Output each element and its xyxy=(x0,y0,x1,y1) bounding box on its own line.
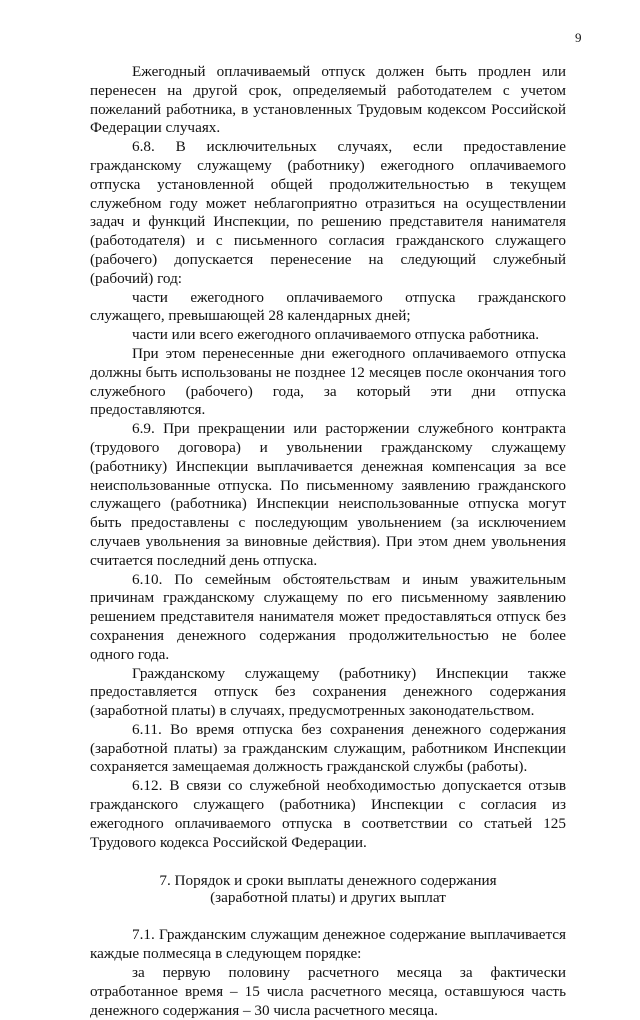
section-heading-line-2: (заработной платы) и других выплат xyxy=(210,889,446,907)
paragraph-payment-schedule: за первую половину расчетного месяца за фактически отработанное время – 15 числа расчетного месяца, оставшуюся часть денежного содержания – 30 числа расчетного месяца. xyxy=(90,964,566,1019)
section-heading-7 xyxy=(90,872,566,906)
paragraph-transferred-days: При этом перенесенные дни ежегодного оплачиваемого отпуска должны быть использованы не позднее 12 месяцев после окончания того служебного (рабочего) года, за который эти дни отпуска предоставляются. xyxy=(90,344,566,419)
paragraph-6-10: 6.10. По семейным обстоятельствам и иным уважительным причинам гражданскому служащему по его письменному заявлению решением представителя нанимателя может предоставляться отпуск без сохранения денежного содержания продолжительностью не более одного года. xyxy=(90,570,566,663)
paragraph-unpaid-leave: Гражданскому служащему (работнику) Инспекции также предоставляется отпуск без сохранения денежного содержания (заработной платы) в случаях, предусмотренных законодательством. xyxy=(90,664,566,720)
paragraph-6-12: 6.12. В связи со служебной необходимостью допускается отзыв гражданского служащего (работника) Инспекции с согласия из ежегодного оплачиваемого отпуска в соответствии со статьей 125 Трудового кодекса Российской Федерации. xyxy=(90,777,566,851)
paragraph-part-leave-worker: части или всего ежегодного оплачиваемого отпуска работника. xyxy=(132,326,540,344)
paragraph-part-leave-civil-servant: части ежегодного оплачиваемого отпуска гражданского служащего, превышающей 28 календарных дней; xyxy=(90,288,566,325)
page-number: 9 xyxy=(575,30,582,45)
paragraph-6-8: 6.8. В исключительных случаях, если предоставление гражданскому служащему (работнику) ежегодного оплачиваемого отпуска установленной общей продолжительностью в текущем служебном году может неблагоприятно отразиться на осуществлении задач и функций Инспекции, по решению представителя нанимателя (работодателя) и с письменного согласия гражданского служащего (рабочего) допускается перенесение на следующий служебный (рабочий) год: xyxy=(90,138,566,287)
document-body xyxy=(90,63,566,1020)
paragraph-annual-leave-extension: Ежегодный оплачиваемый отпуск должен быть продлен или перенесен на другой срок, определяемый работодателем с учетом пожеланий работника, в установленных Трудовым кодексом Российской Федерации случаях. xyxy=(90,63,566,137)
section-heading-line-1: 7. Порядок и сроки выплаты денежного содержания xyxy=(159,872,497,890)
paragraph-7-1: 7.1. Гражданским служащим денежное содержание выплачивается каждые полмесяца в следующем порядке: xyxy=(90,926,566,963)
paragraph-6-11: 6.11. Во время отпуска без сохранения денежного содержания (заработной платы) за гражданским служащим, работником Инспекции сохраняется замещаемая должность гражданской службы (работы). xyxy=(90,720,566,776)
paragraph-6-9: 6.9. При прекращении или расторжении служебного контракта (трудового договора) и увольнении гражданскому служащему (работнику) Инспекции выплачивается денежная компенсация за все неиспользованные отпуска. По письменному заявлению гражданского служащего (работника) Инспекции неиспользованные отпуска могут быть предоставлены с последующим увольнением (за исключением случаев увольнения за виновные действия). При этом днем увольнения считается последний день отпуска. xyxy=(90,420,566,569)
